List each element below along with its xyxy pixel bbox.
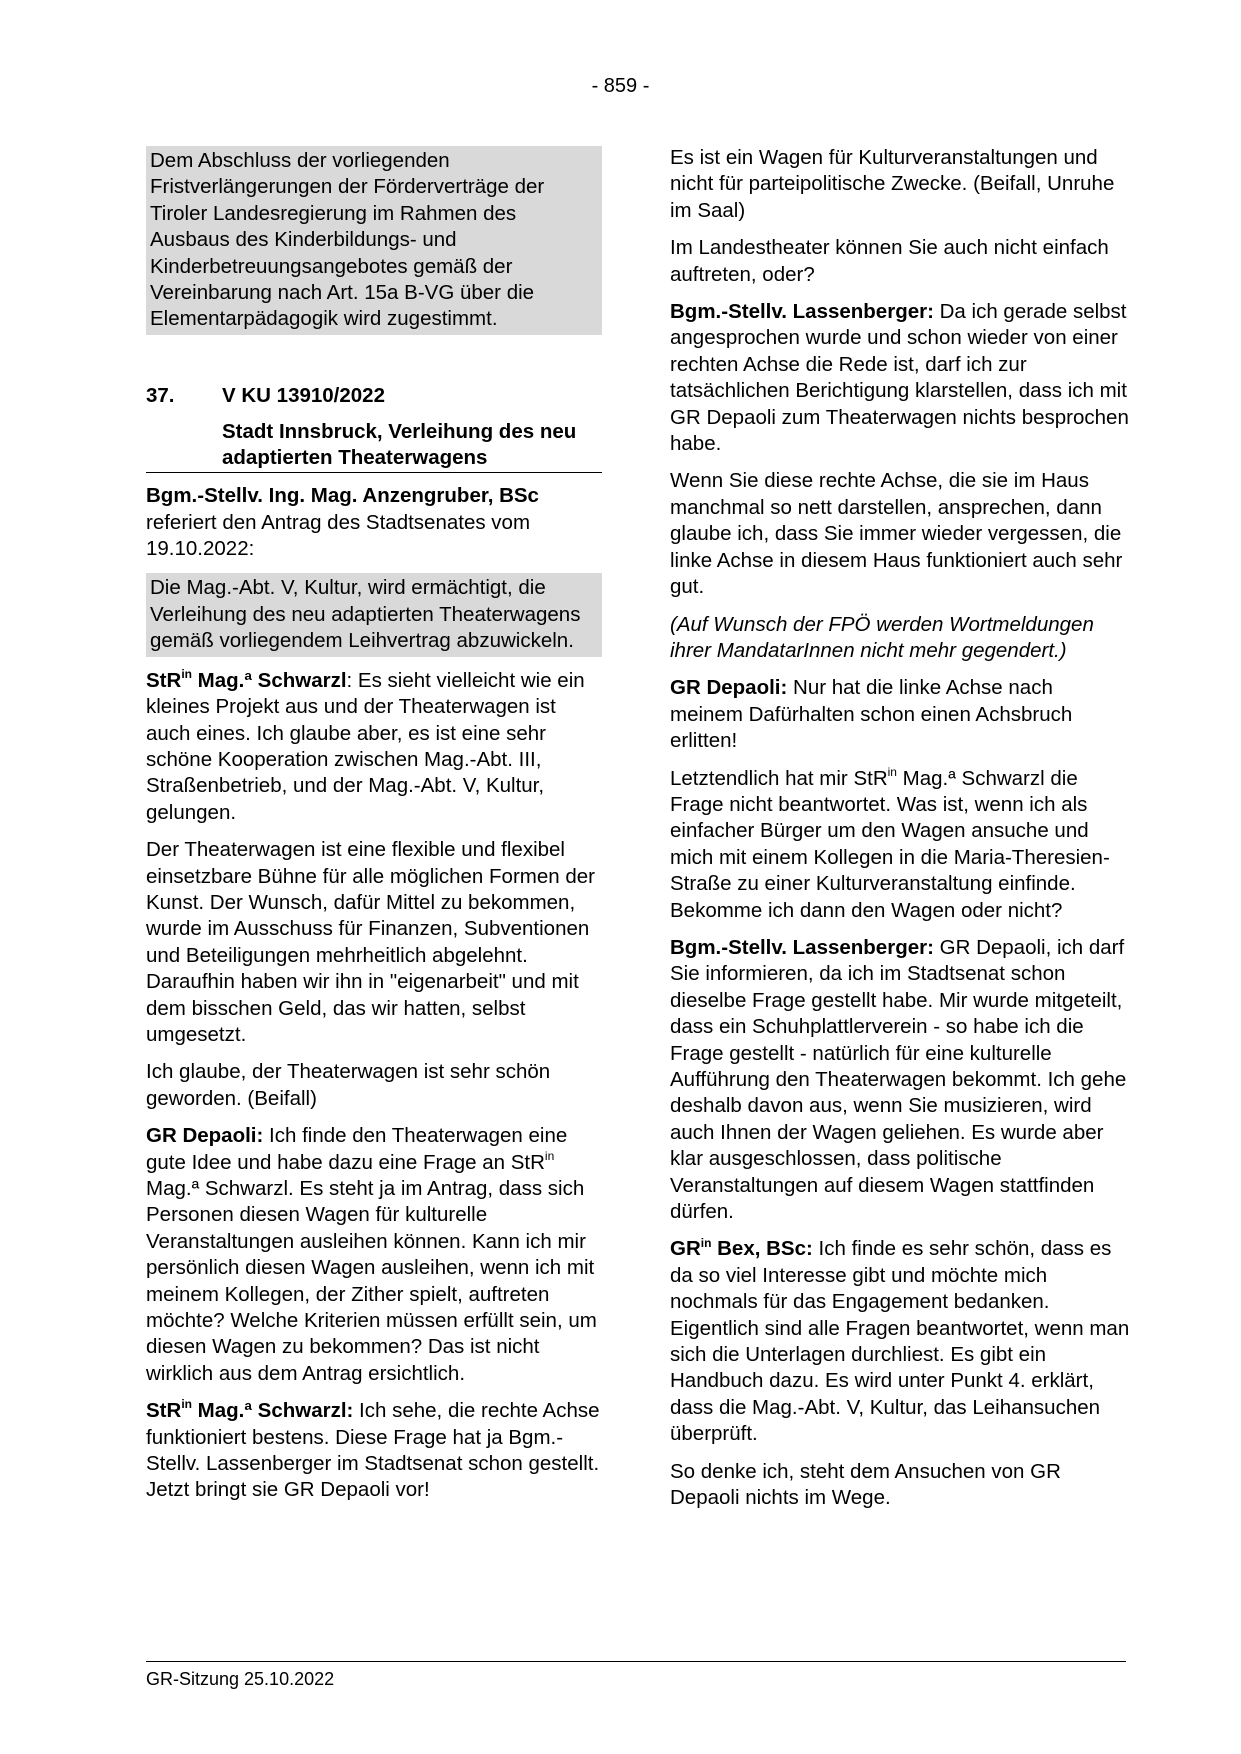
paragraph-schwarzl-3: Ich glaube, der Theaterwagen ist sehr schön geworden. (Beifall) [146, 1060, 551, 1110]
paragraph-text: Da ich gerade selbst angesprochen wurde und schon wieder von einer rechten Achse die Rede ist, darf ich zur tatsächlichen Berichtigung klarstellen, dass ich mit GR Depaoli zum Theaterwagen nichts besprochen habe. [670, 300, 1129, 456]
paragraph-text: Nur hat die linke Achse nach meinem Dafürhalten schon einen Achsbruch erlitten! [670, 676, 1073, 753]
paragraph-schwarzl-5: Es ist ein Wagen für Kulturveranstaltungen und nicht für parteipolitische Zwecke. (Beifall, Unruhe im Saal) [670, 146, 1115, 222]
speaker-name: Bgm.-Stellv. Ing. Mag. Anzengruber, BSc [146, 484, 539, 508]
speaker-name: StR$^{in}$ Mag.ª Schwarzl: [146, 1397, 354, 1423]
paragraph-depaoli-1 [146, 1123, 602, 1387]
agenda-item-divider [146, 472, 602, 473]
speaker-name: $GR^{in}$ Bex, BSc: [670, 1235, 813, 1261]
paragraph-text: : Es sieht vielleicht wie ein kleines Projekt aus und der Theaterwagen ist auch eines. Ich glaube aber, es ist eine sehr schöne Kooperation zwischen Mag.-Abt. III, Straßenbetrieb, und der Mag.-Abt. V, Kultur, gelungen. [146, 668, 585, 824]
paragraph-depaoli-3: Letztendlich hat mir StR$^{in}$ Mag.ª Schwarzl die Frage nicht beantwortet. Was ist, wenn ich als einfacher Bürger um den Wagen ansuche und mich mit einem Kollegen in die Maria-Theresien-Straße zu einer Kulturveranstaltung einfinde. Bekomme ich dann den Wagen oder nicht? [670, 764, 1110, 922]
paragraph-text: Ich finde den Theaterwagen eine gute Idee und habe dazu eine Frage an StR$^{in}$ Mag.ª Schwarzl. Es steht ja im Antrag, dass sich Personen diesen Wagen für kulturelle Veranstaltungen ausleihen können. Kann ich mir persönlich diesen Wagen ausleihen, wenn ich mit meinem Kollegen, der Zither spielt, auftreten möchte? Welche Kriterien müssen erfüllt sein, um diesen Wagen zu bekommen? Das ist nicht wirklich aus dem Antrag ersichtlich. [146, 1124, 597, 1385]
paragraph-antrag-intro [146, 483, 602, 562]
paragraph-depaoli-2 [670, 675, 1130, 754]
paragraph-text: Ich finde es sehr schön, dass es da so viel Interesse gibt und möchte mich nochmals für das Engagement bedanken. Eigentlich sind alle Fragen beantwortet, wenn man sich die Unterlagen durchliest. Es gibt ein Handbuch dazu. Es wird unter Punkt 4. erklärt, dass die Mag.-Abt. V, Kultur, das Leihansuchen überprüft. [670, 1237, 1130, 1446]
paragraph-schwarzl-4 [146, 1398, 602, 1504]
agenda-item-subject: Stadt Innsbruck, Verleihung des neu adaptierten Theaterwagens [222, 420, 577, 470]
speaker-name: StR$^{in}$ Mag.ª Schwarzl [146, 666, 347, 692]
speaker-name: Bgm.-Stellv. Lassenberger: [670, 300, 934, 324]
paragraph-schwarzl-2: Der Theaterwagen ist eine flexible und flexibel einsetzbare Bühne für alle möglichen Formen der Kunst. Der Wunsch, dafür Mittel zu bekommen, wurde im Ausschuss für Finanzen, Subventionen und Beteiligungen mehrheitlich abgelehnt. Daraufhin haben wir ihn in "eigenarbeit" und mit dem bisschen Geld, das wir hatten, selbst umgesetzt. [146, 838, 595, 1046]
footer-divider [146, 1661, 1126, 1662]
agenda-item-number: 37. [146, 383, 175, 407]
footer-session-date: GR-Sitzung 25.10.2022 [146, 1669, 335, 1689]
paragraph-bex-2: So denke ich, steht dem Ansuchen von GR Depaoli nichts im Wege. [670, 1459, 1061, 1510]
speaker-name: Bgm.-Stellv. Lassenberger: [670, 935, 934, 959]
left-column [146, 146, 602, 1515]
paragraph-text: GR Depaoli, ich darf Sie informieren, da ich im Stadtsenat schon dieselbe Frage gestellt habe. Mir wurde mitgeteilt, dass ein Schuhplattlerverein - so habe ich die Frage gestellt - natürlich für eine kulturelle Aufführung den Theaterwagen bekommt. Ich gehe deshalb davon aus, wenn Sie musizieren, wird auch Ihnen der Wagen geliehen. Es wurde aber klar ausgeschlossen, dass politische Veranstaltungen auf diesem Wagen stattfinden dürfen. [670, 935, 1127, 1224]
agenda-item-heading [146, 383, 602, 409]
resolution-box-theaterwagen: Die Mag.-Abt. V, Kultur, wird ermächtigt, die Verleihung des neu adaptierten Theaterwagens gemäß vorliegendem Leihvertrag abzuwickeln. [146, 573, 602, 656]
paragraph-bex-1 [670, 1236, 1130, 1447]
resolution-box-fristverlaengerung: Dem Abschluss der vorliegenden Fristverlängerungen der Förderverträge der Tiroler Landesregierung im Rahmen des Ausbaus des Kinderbildungs- und Kinderbetreuungsangebotes gemäß der Vereinbarung nach Art. 15a B-VG über die Elementarpädagogik wird zugestimmt. [146, 146, 602, 335]
paragraph-schwarzl-1 [146, 668, 602, 826]
right-column [670, 145, 1130, 1523]
speaker-name: GR Depaoli: [670, 676, 788, 700]
paragraph-text: Ich sehe, die rechte Achse funktioniert bestens. Diese Frage hat ja Bgm.-Stellv. Lassenberger im Stadtsenat schon gestellt. Jetzt bringt sie GR Depaoli vor! [146, 1399, 600, 1502]
paragraph-text: referiert den Antrag des Stadtsenates vom 19.10.2022: [146, 510, 531, 561]
editorial-note: (Auf Wunsch der FPÖ werden Wortmeldungen ihrer MandatarInnen nicht mehr gegendert.) [670, 612, 1094, 662]
speaker-name: GR Depaoli: [146, 1124, 264, 1148]
paragraph-lassenberger-3 [670, 935, 1130, 1225]
agenda-item-code: V KU 13910/2022 [222, 383, 385, 407]
paragraph-schwarzl-6: Im Landestheater können Sie auch nicht einfach auftreten, oder? [670, 236, 1109, 286]
page-number: - 859 - [591, 75, 650, 97]
paragraph-lassenberger-2: Wenn Sie diese rechte Achse, die sie im Haus manchmal so nett darstellen, ansprechen, dann glaube ich, dass Sie immer wieder vergessen, die linke Achse in diesem Haus funktioniert auch sehr gut. [670, 469, 1123, 599]
paragraph-lassenberger-1 [670, 299, 1130, 457]
